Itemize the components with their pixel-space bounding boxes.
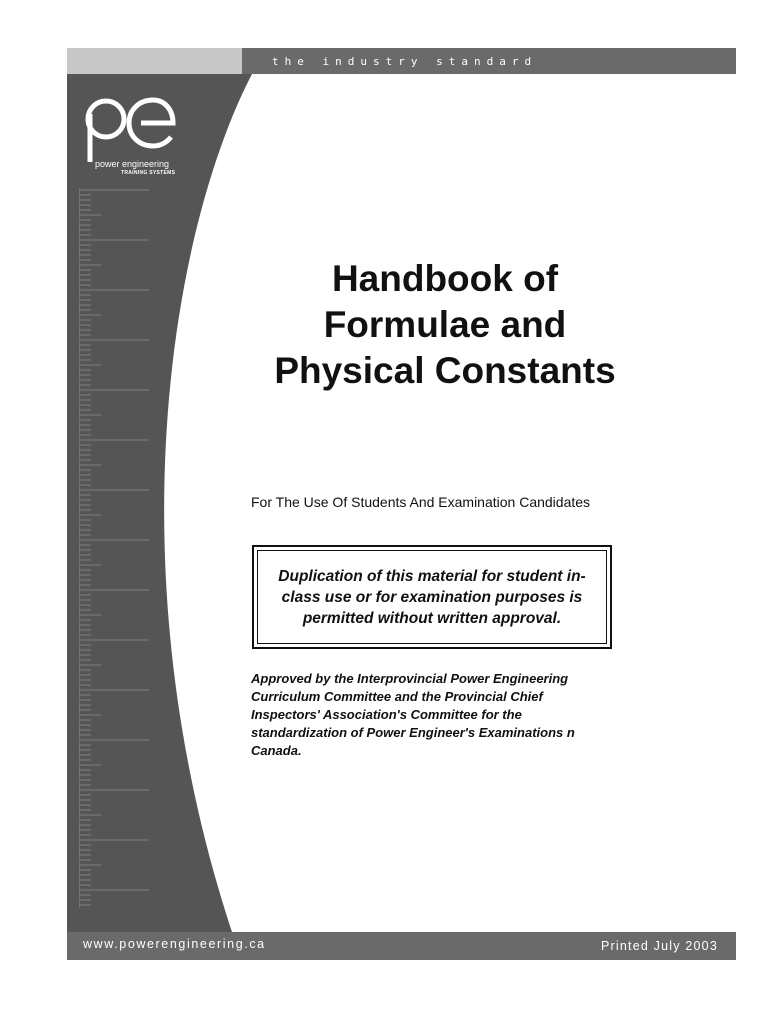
duplication-notice-box (252, 545, 612, 649)
document-title (245, 256, 645, 394)
approval-statement (251, 670, 641, 760)
logo-subtitle: TRAINING SYSTEMS (121, 170, 176, 176)
title-line: Physical Constants (274, 350, 616, 391)
footer-bar (67, 932, 736, 960)
approval-line: Canada. (251, 743, 302, 758)
approval-line: Inspectors' Association's Committee for the (251, 707, 522, 722)
duplication-notice: Duplication of this material for student in-class use or for examination purposes is permitted without written approval. (257, 550, 607, 644)
usage-statement: For The Use Of Students And Examination Candidates (251, 494, 591, 510)
logo-name: power engineering (95, 159, 170, 169)
tagline: the industry standard (272, 55, 538, 68)
print-date: Printed July 2003 (601, 939, 718, 953)
title-line: Handbook of (331, 258, 559, 299)
title-line: Formulae and (323, 304, 567, 345)
pe-logo-icon (81, 92, 181, 162)
ruler-scale-decoration (79, 188, 159, 908)
approval-line: Approved by the Interprovincial Power Engineering (251, 671, 569, 686)
website-link[interactable]: www.powerengineering.ca (83, 937, 266, 951)
approval-line: Curriculum Committee and the Provincial Chief (251, 689, 543, 704)
approval-line: standardization of Power Engineer's Examinations n (251, 725, 575, 740)
cover-page (67, 48, 736, 960)
